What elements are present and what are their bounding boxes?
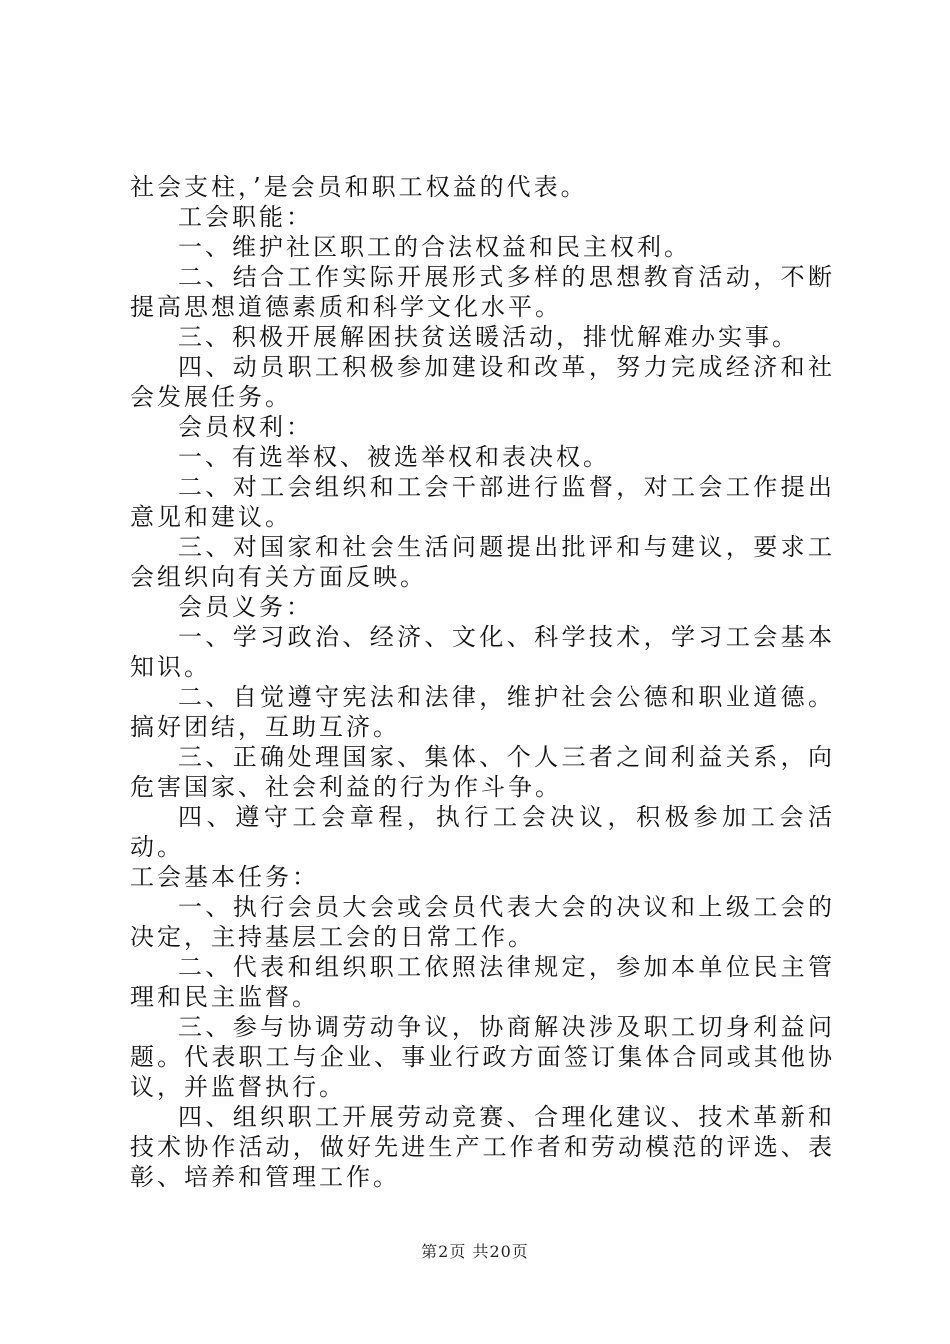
paragraph-function-1: 一、维护社区职工的合法权益和民主权利。 xyxy=(178,233,691,261)
paragraph-function-4: 四、动员职工积极参加建设和改革，努力完成经济和社会发展任务。 xyxy=(130,353,835,411)
paragraph-right-3: 三、对国家和社会生活问题提出批评和与建议，要求工会组织向有关方面反映。 xyxy=(130,533,835,591)
paragraph-duty-2: 二、自觉遵守宪法和法律，维护社会公德和职业道德。搞好团结，互助互济。 xyxy=(130,683,835,741)
page-number-label: 第2页 共20页 xyxy=(421,1242,529,1261)
heading-basic-tasks: 工会基本任务： xyxy=(130,863,319,891)
paragraph-duty-4: 四、遵守工会章程，执行工会决议，积极参加工会活动。 xyxy=(130,803,835,861)
paragraph-task-1: 一、执行会员大会或会员代表大会的决议和上级工会的决定，主持基层工会的日常工作。 xyxy=(130,893,835,951)
paragraph-task-4: 四、组织职工开展劳动竞赛、合理化建议、技术革新和技术协作活动，做好先进生产工作者和劳动模范的评选、表彰、培养和管理工作。 xyxy=(130,1103,835,1191)
page-footer xyxy=(0,1242,950,1262)
heading-union-functions: 工会职能： xyxy=(178,203,313,231)
paragraph-1: 社会支柱，’是会员和职工权益的代表。 xyxy=(130,173,588,201)
heading-member-rights: 会员权利： xyxy=(178,413,313,441)
paragraph-duty-1: 一、学习政治、经济、文化、科学技术，学习工会基本知识。 xyxy=(130,623,835,681)
heading-member-duties: 会员义务： xyxy=(178,593,313,621)
paragraph-task-3: 三、参与协调劳动争议，协商解决涉及职工切身利益问题。代表职工与企业、事业行政方面签订集体合同或其他协议，并监督执行。 xyxy=(130,1013,835,1101)
document-body xyxy=(130,172,835,1192)
paragraph-function-2: 二、结合工作实际开展形式多样的思想教育活动，不断提高思想道德素质和科学文化水平。 xyxy=(130,263,835,321)
paragraph-duty-3: 三、正确处理国家、集体、个人三者之间利益关系，向危害国家、社会利益的行为作斗争。 xyxy=(130,743,835,801)
paragraph-task-2: 二、代表和组织职工依照法律规定，参加本单位民主管理和民主监督。 xyxy=(130,953,835,1011)
paragraph-right-2: 二、对工会组织和工会干部进行监督，对工会工作提出意见和建议。 xyxy=(130,473,835,531)
paragraph-function-3: 三、积极开展解困扶贫送暖活动，排忧解难办实事。 xyxy=(178,323,799,351)
paragraph-right-1: 一、有选举权、被选举权和表决权。 xyxy=(178,443,610,471)
